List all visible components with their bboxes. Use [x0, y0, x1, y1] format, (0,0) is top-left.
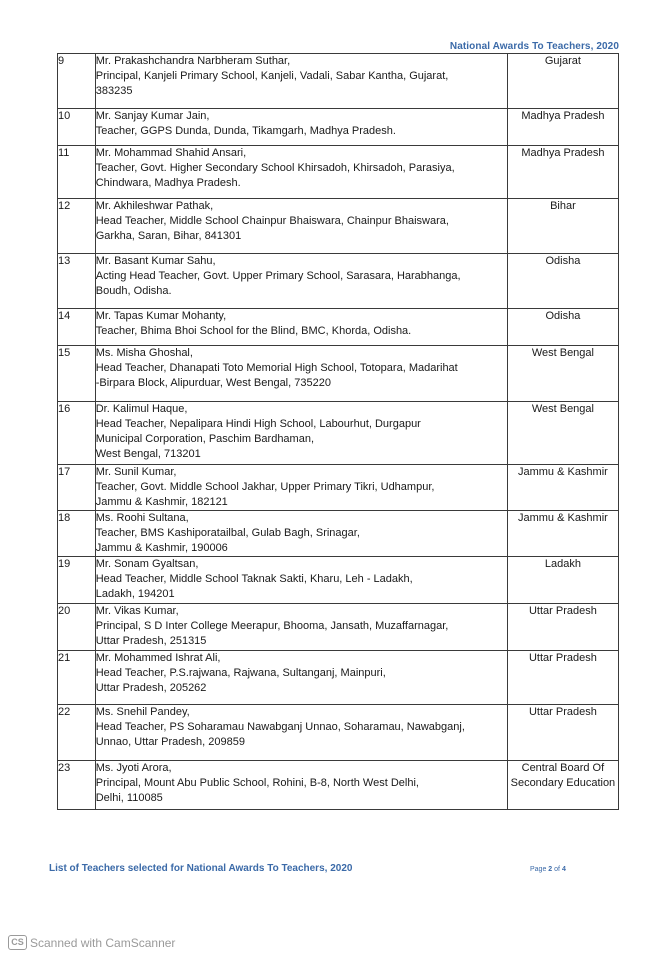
teacher-address-line: Head Teacher, Dhanapati Toto Memorial High School, Totopara, Madarihat — [95, 362, 458, 374]
state-cell: Uttar Pradesh — [507, 604, 618, 651]
table-row — [58, 199, 619, 254]
teacher-address-line: West Bengal, 713201 — [95, 448, 201, 460]
serial-number-cell: 16 — [58, 402, 96, 465]
table-row — [58, 54, 619, 109]
teacher-address-line: Jammu & Kashmir, 182121 — [95, 496, 228, 508]
teacher-name: Dr. Kalimul Haque, — [95, 403, 188, 415]
table-row — [58, 705, 619, 761]
teacher-address-line: Uttar Pradesh, 205262 — [95, 682, 207, 694]
teacher-address-line: Unnao, Uttar Pradesh, 209859 — [95, 736, 245, 748]
table-row — [58, 557, 619, 604]
teacher-address-line: Municipal Corporation, Paschim Bardhaman, — [95, 433, 315, 445]
serial-number-cell: 11 — [58, 146, 96, 199]
teacher-address-line: Chindwara, Madhya Pradesh. — [95, 177, 241, 189]
teachers-table-body — [58, 54, 619, 810]
teacher-address-line: Uttar Pradesh, 251315 — [95, 635, 207, 647]
serial-number-cell: 17 — [58, 465, 96, 511]
state-cell: Ladakh — [507, 557, 618, 604]
state-cell: Gujarat — [507, 54, 618, 109]
teacher-name: Mr. Mohammad Shahid Ansari, — [95, 147, 247, 159]
teacher-name: Mr. Tapas Kumar Mohanty, — [95, 310, 227, 322]
teacher-name: Mr. Akhileshwar Pathak, — [95, 200, 214, 212]
page-current: 2 — [548, 866, 553, 873]
teacher-name: Ms. Roohi Sultana, — [95, 512, 189, 524]
teacher-details-cell — [95, 146, 507, 199]
table-row — [58, 604, 619, 651]
teacher-address-line: Acting Head Teacher, Govt. Upper Primary School, Sarasara, Harabhanga, — [95, 270, 461, 282]
serial-number-cell: 15 — [58, 346, 96, 402]
table-row — [58, 254, 619, 309]
teacher-details-cell — [95, 346, 507, 402]
state-cell: Odisha — [507, 309, 618, 346]
teacher-address-line: Teacher, GGPS Dunda, Dunda, Tikamgarh, Madhya Pradesh. — [95, 125, 396, 137]
teacher-address-line: Jammu & Kashmir, 190006 — [95, 542, 228, 554]
page-of: of — [552, 866, 562, 873]
teacher-details-cell — [95, 402, 507, 465]
teacher-details-cell — [95, 109, 507, 146]
state-cell: Bihar — [507, 199, 618, 254]
teacher-address-line: Head Teacher, Nepalipara Hindi High School, Labourhut, Durgapur — [95, 418, 421, 430]
page-prefix: Page — [530, 866, 549, 873]
footer-document-title: List of Teachers selected for National Awards To Teachers, 2020 — [49, 863, 353, 874]
teacher-name: Mr. Mohammed Ishrat Ali, — [95, 652, 221, 664]
teacher-name: Mr. Sanjay Kumar Jain, — [95, 110, 210, 122]
teacher-address-line: Teacher, Govt. Higher Secondary School Khirsadoh, Khirsadoh, Parasiya, — [95, 162, 455, 174]
state-cell: Uttar Pradesh — [507, 705, 618, 761]
table-row — [58, 651, 619, 705]
teacher-address-line: Principal, Kanjeli Primary School, Kanjeli, Vadali, Sabar Kantha, Gujarat, — [95, 70, 449, 82]
teacher-details-cell — [95, 309, 507, 346]
serial-number-cell: 12 — [58, 199, 96, 254]
teacher-address-line: Head Teacher, Middle School Chainpur Bhaiswara, Chainpur Bhaiswara, — [95, 215, 449, 227]
state-cell: Uttar Pradesh — [507, 651, 618, 705]
serial-number-cell: 19 — [58, 557, 96, 604]
teacher-address-line: Teacher, BMS Kashiporatailbal, Gulab Bagh, Srinagar, — [95, 527, 360, 539]
teacher-address-line: Teacher, Govt. Middle School Jakhar, Upper Primary Tikri, Udhampur, — [95, 481, 435, 493]
page-number — [530, 866, 566, 873]
serial-number-cell: 20 — [58, 604, 96, 651]
teacher-name: Mr. Vikas Kumar, — [95, 605, 179, 617]
camscanner-watermark — [8, 935, 175, 950]
teacher-name: Mr. Sunil Kumar, — [95, 466, 177, 478]
teacher-details-cell — [95, 705, 507, 761]
table-row — [58, 146, 619, 199]
state-cell: Madhya Pradesh — [507, 146, 618, 199]
table-row — [58, 346, 619, 402]
teacher-details-cell — [95, 511, 507, 557]
table-row — [58, 402, 619, 465]
table-row — [58, 511, 619, 557]
teacher-details-cell — [95, 557, 507, 604]
teacher-address-line: Head Teacher, P.S.rajwana, Rajwana, Sultanganj, Mainpuri, — [95, 667, 386, 679]
serial-number-cell: 9 — [58, 54, 96, 109]
state-cell: Jammu & Kashmir — [507, 511, 618, 557]
state-cell: West Bengal — [507, 402, 618, 465]
teacher-address-line: Ladakh, 194201 — [95, 588, 175, 600]
state-cell: Madhya Pradesh — [507, 109, 618, 146]
serial-number-cell: 10 — [58, 109, 96, 146]
page-total: 4 — [561, 866, 566, 873]
teacher-name: Mr. Sonam Gyaltsan, — [95, 558, 199, 570]
serial-number-cell: 23 — [58, 761, 96, 810]
table-row — [58, 309, 619, 346]
teacher-address-line: Boudh, Odisha. — [95, 285, 172, 297]
teacher-details-cell — [95, 465, 507, 511]
teacher-address-line: Delhi, 110085 — [95, 792, 163, 804]
header-title: National Awards To Teachers, 2020 — [449, 41, 619, 52]
teacher-address-line: Principal, S D Inter College Meerapur, Bhooma, Jansath, Muzaffarnagar, — [95, 620, 449, 632]
teacher-details-cell — [95, 254, 507, 309]
serial-number-cell: 21 — [58, 651, 96, 705]
table-row — [58, 109, 619, 146]
teacher-details-cell — [95, 604, 507, 651]
serial-number-cell: 22 — [58, 705, 96, 761]
serial-number-cell: 14 — [58, 309, 96, 346]
teacher-address-line: Teacher, Bhima Bhoi School for the Blind, BMC, Khorda, Odisha. — [95, 325, 412, 337]
camscanner-logo-icon: CS — [8, 935, 27, 950]
teacher-name: Ms. Jyoti Arora, — [95, 762, 172, 774]
teacher-address-line: Principal, Mount Abu Public School, Rohini, B-8, North West Delhi, — [95, 777, 419, 789]
state-cell: Odisha — [507, 254, 618, 309]
teacher-address-line: 383235 — [95, 85, 133, 97]
serial-number-cell: 18 — [58, 511, 96, 557]
teacher-name: Mr. Basant Kumar Sahu, — [95, 255, 216, 267]
state-cell: Central Board Of Secondary Education — [507, 761, 618, 810]
camscanner-text: Scanned with CamScanner — [30, 935, 176, 950]
teacher-address-line: Head Teacher, PS Soharamau Nawabganj Unnao, Soharamau, Nawabganj, — [95, 721, 465, 733]
teacher-details-cell — [95, 199, 507, 254]
state-cell: West Bengal — [507, 346, 618, 402]
teacher-address-line: Head Teacher, Middle School Taknak Sakti, Kharu, Leh - Ladakh, — [95, 573, 413, 585]
table-row — [58, 761, 619, 810]
teacher-details-cell — [95, 54, 507, 109]
teacher-address-line: Garkha, Saran, Bihar, 841301 — [95, 230, 242, 242]
teacher-address-line: -Birpara Block, Alipurduar, West Bengal, 735220 — [95, 377, 331, 389]
teacher-details-cell — [95, 761, 507, 810]
teacher-name: Ms. Snehil Pandey, — [95, 706, 190, 718]
teachers-table — [57, 53, 619, 810]
teacher-details-cell — [95, 651, 507, 705]
serial-number-cell: 13 — [58, 254, 96, 309]
table-row — [58, 465, 619, 511]
teacher-name: Mr. Prakashchandra Narbheram Suthar, — [95, 55, 291, 67]
teacher-name: Ms. Misha Ghoshal, — [95, 347, 193, 359]
state-cell: Jammu & Kashmir — [507, 465, 618, 511]
